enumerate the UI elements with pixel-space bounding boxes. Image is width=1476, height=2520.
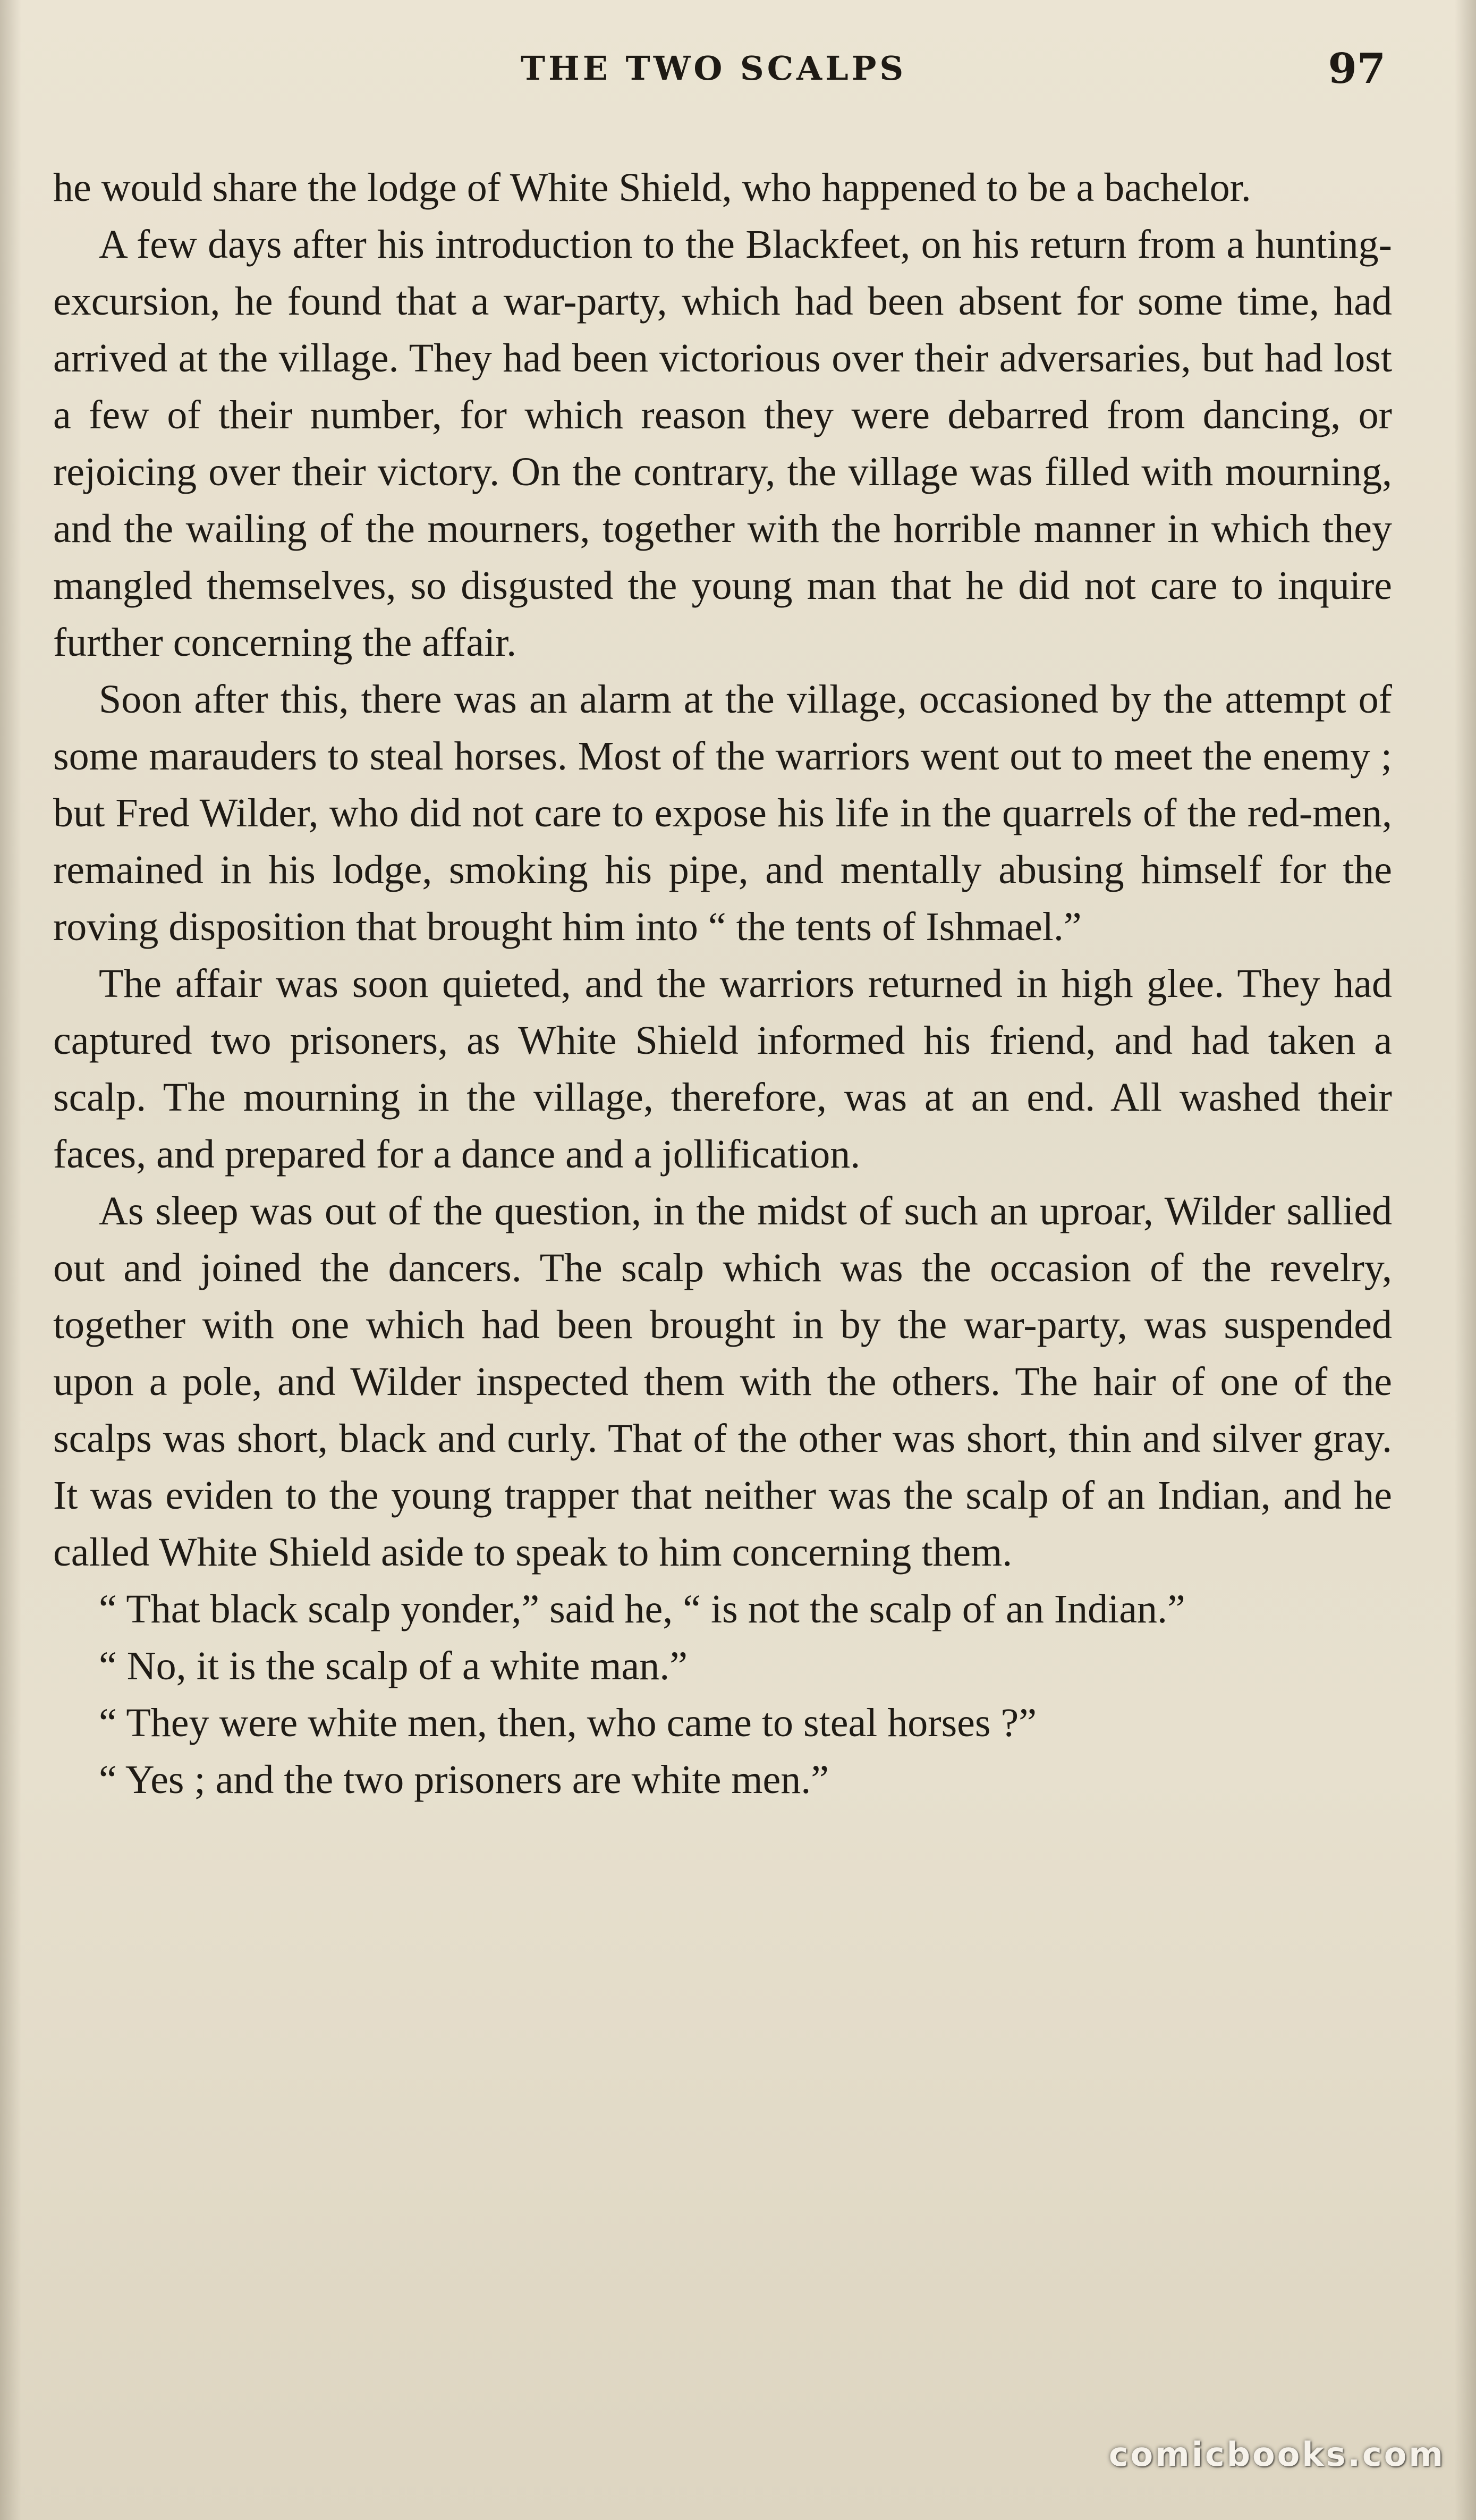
- paragraph: As sleep was out of the question, in the midst of such an uproar, Wilder sallied out and joined the dancers. The scalp which was the occasion of the revelry, together with one which had been brought in by the war-party, was suspended upon a pole, and Wilder inspected them with the others. The hair of one of the scalps was short, black and curly. That of the other was short, thin and silver gray. It was eviden to the young trapper that neither was the scalp of an Indian, and he called White Shield aside to speak to him concerning them.: [53, 1189, 1392, 1575]
- body-text: [53, 159, 1392, 1808]
- page-number: 97: [1328, 45, 1386, 93]
- dialogue-line: “ Yes ; and the two prisoners are white men.”: [99, 1757, 829, 1802]
- paragraph: Soon after this, there was an alarm at the village, occasioned by the attempt of some marauders to steal horses. Most of the warriors went out to meet the enemy ; but Fred Wilder, who did not care to expose his life in the quarrels of the red-men, remained in his lodge, smoking his pipe, and mentally abusing himself for the roving disposition that brought him into “ the tents of Ishmael.”: [53, 677, 1392, 949]
- watermark: comicbooks.com: [1108, 2435, 1445, 2474]
- paragraph: he would share the lodge of White Shield, who happened to be a bachelor.: [53, 165, 1251, 210]
- dialogue-line: “ No, it is the scalp of a white man.”: [99, 1644, 688, 1688]
- paragraph: The affair was soon quieted, and the warriors returned in high glee. They had captured two prisoners, as White Shield informed his friend, and had taken a scalp. The mourning in the village, therefore, was at an end. All washed their faces, and prepared for a dance and a jollification.: [53, 961, 1392, 1177]
- page-shadow-right: [1455, 0, 1476, 2520]
- running-title: THE TWO SCALPS: [521, 49, 907, 88]
- dialogue-line: “ They were white men, then, who came to steal horses ?”: [99, 1701, 1037, 1745]
- paragraph: A few days after his introduction to the Blackfeet, on his return from a hunting-excursion, he found that a war-party, which had been absent for some time, had arrived at the village. They had been victorious over their adversaries, but had lost a few of their number, for which reason they were debarred from dancing, or rejoicing over their victory. On the contrary, the village was filled with mourning, and the wailing of the mourners, together with the horrible manner in which they mangled themselves, so disgusted the young man that he did not care to inquire further concerning the affair.: [53, 222, 1392, 665]
- page-shadow-left: [0, 0, 21, 2520]
- dialogue-line: “ That black scalp yonder,” said he, “ is not the scalp of an Indian.”: [99, 1587, 1185, 1631]
